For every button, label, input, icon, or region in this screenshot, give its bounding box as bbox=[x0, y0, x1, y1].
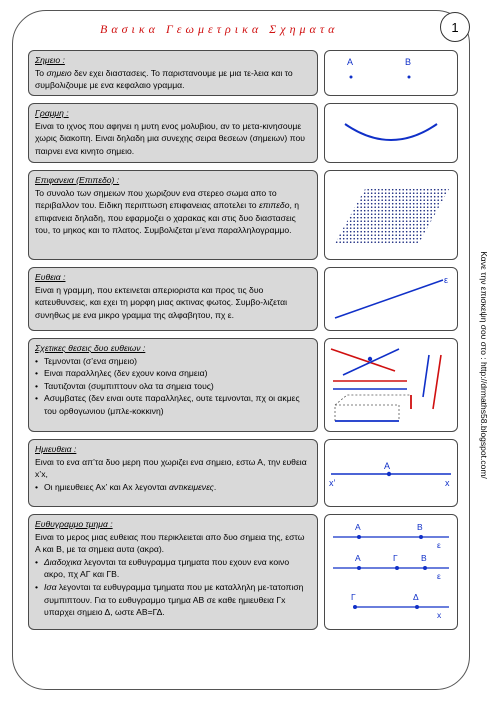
parallelogram-plane bbox=[335, 189, 449, 243]
page-number: 1 bbox=[440, 12, 470, 42]
intersection-point bbox=[368, 357, 372, 361]
section-heading: Επιφανεια (Επιπεδο) : bbox=[35, 175, 120, 185]
figure-line bbox=[324, 103, 458, 163]
box-dashed-top bbox=[335, 395, 411, 405]
section-text: Ειναι η γραμμη, που εκτεινεται απεριοριστα και προς τις δυο κατευθυνσεις, και εχει τη μορφη μιας ακτινας φωτος. Συμβο-λιζεται συνηθως με ενα μικρο γραμμα της αλφαβητου, πχ ε. bbox=[35, 284, 288, 320]
section-heading: Ευθυγραμμο τμημα : bbox=[35, 519, 113, 529]
point-label-a: Α bbox=[347, 57, 354, 67]
section-text: Ειναι το ενα απ’τα δυο μερη που χωριζει ενα σημειο, εστω Α, την ευθεια x’x, bbox=[35, 456, 307, 480]
intersect-blue-line bbox=[343, 349, 399, 375]
label-a2: Α bbox=[355, 553, 361, 563]
list-item: • Ειναι παραλληλες (δεν εχουν κοινα σημεια) bbox=[35, 367, 311, 380]
segment-list bbox=[35, 556, 311, 619]
label-b: Β bbox=[417, 522, 423, 532]
intersect-red-line bbox=[331, 349, 395, 371]
list-item: • Ισα λεγονται τα ευθυγραμμα τμηματα που με καταλληλη με-τατοπιση συμπιπτουν. Για το ευθυγραμμο τμημα ΑΒ σε καθε ημιευθεια Γx υπαρχει σημειο Δ, ωστε ΑΒ=ΓΔ. bbox=[35, 581, 311, 619]
straight-label: ε bbox=[444, 275, 449, 285]
figure-straight bbox=[324, 267, 458, 331]
ray-label-x: x bbox=[445, 478, 450, 488]
segment-point-a2 bbox=[357, 566, 361, 570]
ray-label-xp: x’ bbox=[329, 478, 336, 488]
segment-point-g2 bbox=[353, 605, 357, 609]
coincident-blue-line bbox=[423, 355, 429, 397]
relative-list bbox=[35, 355, 311, 418]
section-heading: Ημιευθεια : bbox=[35, 444, 77, 454]
ray-origin-point bbox=[387, 472, 391, 476]
section-text: Ειναι το μερος μιας ευθειας που περικλειεται απο δυο σημεια της, εστω Α και Β, με τα σημεια αυτα (ακρα). bbox=[35, 531, 305, 555]
curve-line bbox=[345, 124, 437, 140]
label-e: ε bbox=[437, 540, 441, 550]
ray-label-a: Α bbox=[384, 461, 391, 471]
label-a: Α bbox=[355, 522, 361, 532]
list-item: • Ταυτιζονται (συμπιπτουν ολα τα σημεια τους) bbox=[35, 380, 311, 393]
ray-list bbox=[35, 481, 311, 494]
section-text: Το σημειο δεν εχει διαστασεις. Το παριστανουμε με μια τε-λεια και το συμβολιζουμε με ενα κεφαλαιο γραμμα. bbox=[35, 67, 293, 91]
list-item: • Τεμνονται (σ’ενα σημειο) bbox=[35, 355, 311, 368]
coincident-red-line bbox=[433, 355, 441, 409]
figure-point bbox=[324, 50, 458, 96]
label-b2: Β bbox=[421, 553, 427, 563]
figure-plane bbox=[324, 170, 458, 260]
figure-segment bbox=[324, 514, 458, 630]
section-text: Ειναι το ιχνος που αφηνει η μυτη ενος μολυβιου, αν το μετα-κινησουμε χωρις διακοπη. Ειναι δηλαδη μια συνεχης σειρα θεσεων (σημειων) που παιρνει ενα κινητο σημειο. bbox=[35, 120, 305, 156]
section-segment bbox=[28, 514, 318, 630]
section-heading: Ευθεια : bbox=[35, 272, 66, 282]
section-straight bbox=[28, 267, 318, 331]
section-plane bbox=[28, 170, 318, 260]
figure-ray bbox=[324, 439, 458, 507]
label-d: Δ bbox=[413, 592, 419, 602]
section-point bbox=[28, 50, 318, 96]
section-heading: Σχετικες θεσεις δυο ευθειων : bbox=[35, 343, 146, 353]
section-relative bbox=[28, 338, 318, 432]
box-dashed-front bbox=[335, 405, 399, 421]
list-item: • Οι ημιευθειες Αx’ και Αx λεγονται αντικειμενες. bbox=[35, 481, 311, 494]
page-title: Βασικα Γεωμετρικα Σχηματα bbox=[100, 22, 339, 36]
section-heading: Σημειο : bbox=[35, 55, 65, 65]
segment-point-b2 bbox=[423, 566, 427, 570]
list-item: • Διαδοχικα λεγονται τα ευθυγραμμα τμηματα που εχουν ενα κοινο ακρο, πχ ΑΓ και ΓΒ. bbox=[35, 556, 311, 581]
segment-point-b bbox=[419, 535, 423, 539]
label-x: x bbox=[437, 610, 442, 620]
section-ray bbox=[28, 439, 318, 507]
section-line bbox=[28, 103, 318, 163]
figure-relative bbox=[324, 338, 458, 432]
sidebar-text: Κανε την επισκεψη σου στο : http://drmaths58.blogspot.com/ bbox=[479, 251, 490, 479]
label-g2: Γ bbox=[351, 592, 356, 602]
list-item: • Ασυμβατες (δεν ειναι ουτε παραλληλες, ουτε τεμνονται, πχ οι ακμες του ορθογωνιου (μπλε-κοκκινη) bbox=[35, 392, 311, 417]
segment-point-g bbox=[395, 566, 399, 570]
segment-point-d bbox=[415, 605, 419, 609]
label-e2: ε bbox=[437, 571, 441, 581]
segment-point-a bbox=[357, 535, 361, 539]
sidebar-link[interactable] bbox=[473, 200, 495, 530]
point-label-b: Β bbox=[405, 57, 412, 67]
label-g: Γ bbox=[393, 553, 398, 563]
section-heading: Γραμμη : bbox=[35, 108, 69, 118]
section-text: Το συνολο των σημειων που χωριζουν ενα στερεο σωμα απο το περιβαλλον του. Ειδικη περιπτωση επιφανειας αποτελει το επιπεδο, η επιφανεια δηλαδη, που εφαρμοζει ο χαρακας και στις δυο διαστασεις του, το μηκος και το πλατος. Συμβολιζεται μ’ενα παραλληλογραμμο. bbox=[35, 187, 300, 236]
straight-line bbox=[335, 280, 443, 318]
point-b bbox=[408, 76, 411, 79]
point-a bbox=[350, 76, 353, 79]
